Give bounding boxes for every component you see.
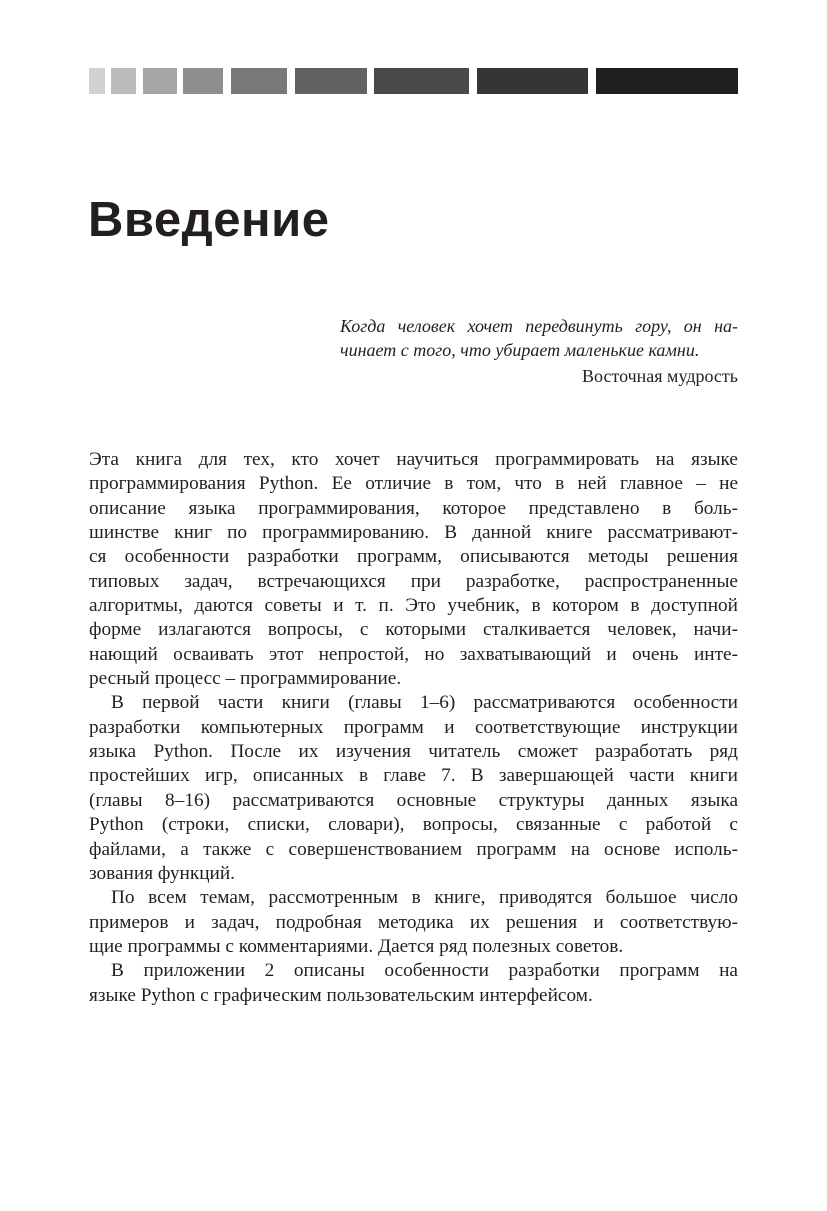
header-bar-segment	[183, 68, 223, 94]
paragraph-line: зования функций.	[89, 862, 235, 884]
paragraph-line: программирования Python. Ее отличие в том, что в ней главное – не	[89, 473, 738, 495]
header-bar-segment	[596, 68, 738, 94]
body-text	[89, 448, 738, 1008]
paragraph-line: языка Python. После их изучения читатель сможет разработать ряд	[89, 741, 738, 763]
paragraph-line: форме излагаются вопросы, с которыми сталкивается человек, начи-	[89, 619, 738, 641]
epigraph	[340, 314, 738, 388]
chapter-title: Введение	[88, 193, 330, 247]
paragraph-line: (главы 8–16) рассматриваются основные структуры данных языка	[89, 789, 738, 811]
paragraph-line: ся особенности разработки программ, описываются методы решения	[89, 546, 738, 568]
epigraph-line: чинает с того, что убирает маленькие камни.	[340, 340, 700, 360]
paragraph-line: простейших игр, описанных в главе 7. В завершающей части книги	[89, 765, 738, 787]
header-bar-segment	[89, 68, 105, 94]
paragraph-line: разработки компьютерных программ и соответствующие инструкции	[89, 716, 738, 738]
header-bar-segment	[231, 68, 287, 94]
paragraph-line: По всем темам, рассмотренным в книге, приводятся большое число	[111, 887, 738, 909]
paragraph-line: языке Python с графическим пользовательским интерфейсом.	[89, 984, 593, 1006]
header-bar-segment	[143, 68, 177, 94]
paragraph-line: щие программы с комментариями. Дается ряд полезных советов.	[89, 935, 624, 957]
paragraph-line: ресный процесс – программирование.	[89, 668, 402, 690]
paragraph-line: Эта книга для тех, кто хочет научиться программировать на языке	[89, 449, 738, 470]
paragraph-line: В приложении 2 описаны особенности разработки программ на	[111, 960, 738, 982]
paragraph-line: файлами, а также с совершенствованием программ на основе исполь-	[89, 838, 738, 860]
epigraph-source: Восточная мудрость	[582, 366, 738, 386]
paragraph-line: примеров и задач, подробная методика их решения и соответствую-	[89, 911, 738, 933]
header-bar-segment	[111, 68, 136, 94]
paragraph-line: В первой части книги (главы 1–6) рассматриваются особенности	[111, 692, 738, 714]
header-bar-segment	[374, 68, 469, 94]
paragraph-line: Python (строки, списки, словари), вопросы, связанные с работой с	[89, 814, 738, 836]
paragraph-line: описание языка программирования, которое представлено в боль-	[89, 497, 738, 519]
paragraph-line: шинстве книг по программированию. В данной книге рассматривают-	[89, 522, 738, 544]
paragraph-line: нающий осваивать этот непростой, но захватывающий и очень инте-	[89, 643, 738, 665]
paragraph-line: типовых задач, встречающихся при разработке, распространенные	[89, 570, 738, 592]
paragraph-line: алгоритмы, даются советы и т. п. Это учебник, в котором в доступной	[89, 595, 738, 617]
header-bar-segment	[477, 68, 588, 94]
header-bar-segment	[295, 68, 367, 94]
epigraph-line: Когда человек хочет передвинуть гору, он на-	[340, 316, 738, 336]
